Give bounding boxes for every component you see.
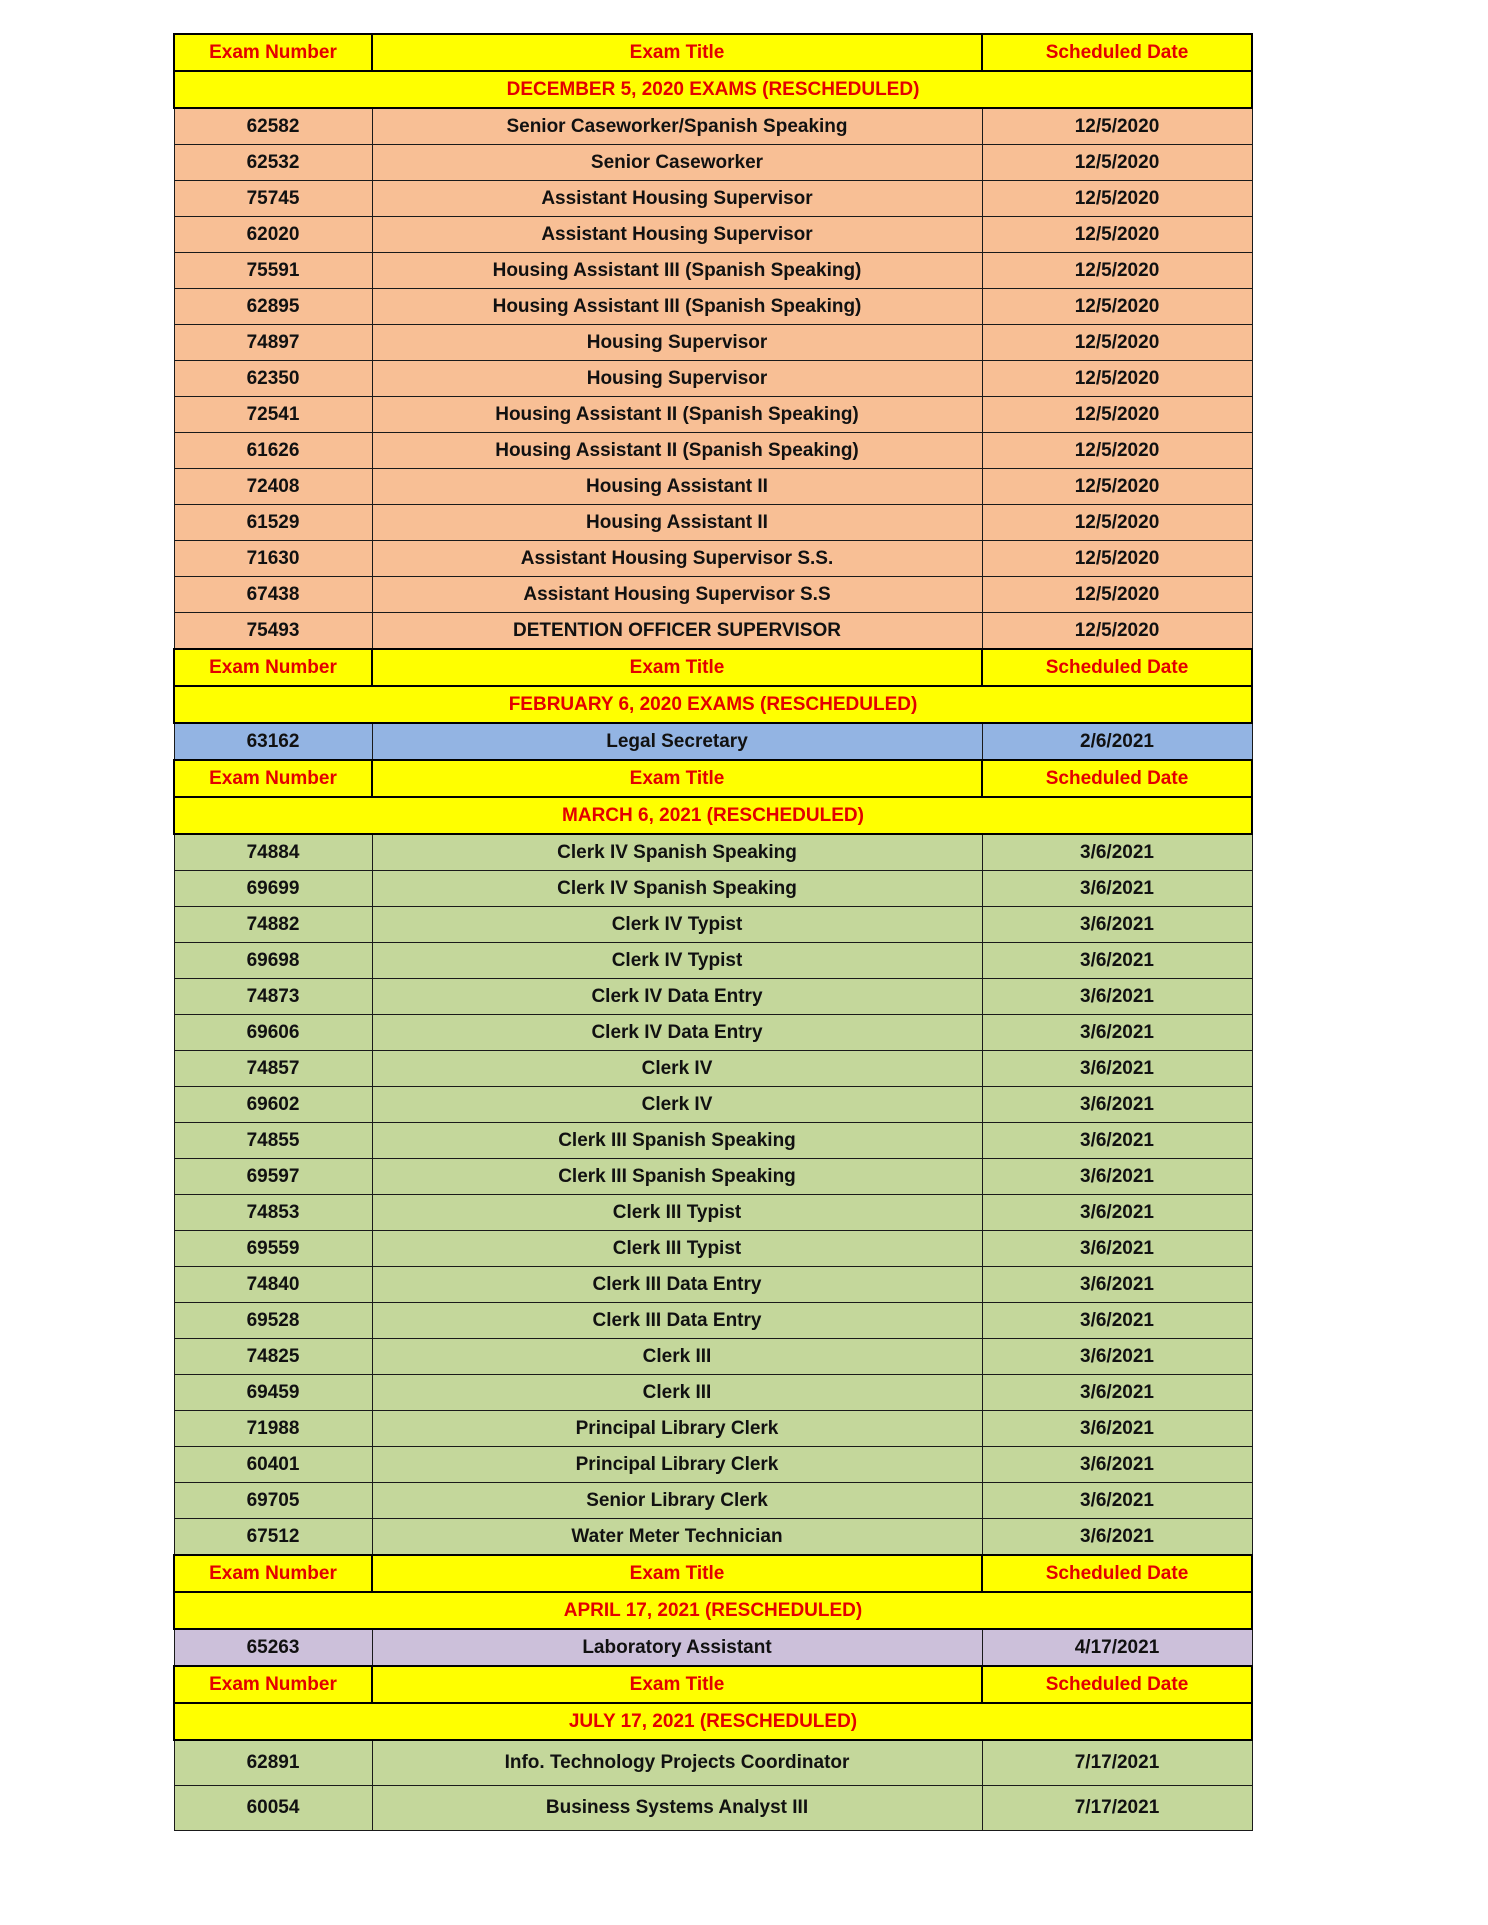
scheduled-date-cell: 4/17/2021 (982, 1629, 1252, 1666)
column-header-row (174, 1555, 1252, 1592)
scheduled-date-cell: 7/17/2021 (982, 1740, 1252, 1786)
scheduled-date-cell: 7/17/2021 (982, 1786, 1252, 1831)
exam-number-cell: 71630 (174, 541, 372, 577)
table-row (174, 1447, 1252, 1483)
table-row (174, 1123, 1252, 1159)
scheduled-date-header: Scheduled Date (982, 649, 1252, 686)
table-row (174, 577, 1252, 613)
scheduled-date-cell: 12/5/2020 (982, 505, 1252, 541)
scheduled-date-cell: 3/6/2021 (982, 1195, 1252, 1231)
scheduled-date-header: Scheduled Date (982, 1555, 1252, 1592)
exam-title-header: Exam Title (372, 760, 982, 797)
exam-title-cell: Housing Assistant II (Spanish Speaking) (372, 433, 982, 469)
scheduled-date-cell: 3/6/2021 (982, 1015, 1252, 1051)
exam-number-cell: 75591 (174, 253, 372, 289)
table-row (174, 1519, 1252, 1556)
exam-number-cell: 69597 (174, 1159, 372, 1195)
exam-title-cell: Assistant Housing Supervisor S.S. (372, 541, 982, 577)
exam-title-cell: Clerk IV Data Entry (372, 979, 982, 1015)
scheduled-date-cell: 3/6/2021 (982, 834, 1252, 871)
scheduled-date-cell: 3/6/2021 (982, 1447, 1252, 1483)
exam-number-cell: 60054 (174, 1786, 372, 1831)
scheduled-date-header: Scheduled Date (982, 760, 1252, 797)
scheduled-date-cell: 3/6/2021 (982, 1411, 1252, 1447)
exam-number-cell: 69602 (174, 1087, 372, 1123)
exam-title-cell: Housing Assistant II (372, 505, 982, 541)
table-row (174, 1375, 1252, 1411)
exam-number-cell: 69699 (174, 871, 372, 907)
exam-number-cell: 62895 (174, 289, 372, 325)
exam-schedule-table (173, 33, 1253, 1831)
exam-title-cell: Housing Assistant III (Spanish Speaking) (372, 253, 982, 289)
scheduled-date-cell: 3/6/2021 (982, 1267, 1252, 1303)
exam-number-cell: 63162 (174, 723, 372, 760)
exam-title-cell: Housing Assistant III (Spanish Speaking) (372, 289, 982, 325)
table-row (174, 907, 1252, 943)
exam-number-cell: 69705 (174, 1483, 372, 1519)
exam-title-cell: Housing Assistant II (Spanish Speaking) (372, 397, 982, 433)
scheduled-date-cell: 3/6/2021 (982, 1051, 1252, 1087)
scheduled-date-cell: 3/6/2021 (982, 1231, 1252, 1267)
scheduled-date-cell: 12/5/2020 (982, 181, 1252, 217)
exam-title-cell: Housing Assistant II (372, 469, 982, 505)
table-row (174, 1629, 1252, 1666)
scheduled-date-cell: 2/6/2021 (982, 723, 1252, 760)
section-heading-row (174, 797, 1252, 834)
exam-number-cell: 74884 (174, 834, 372, 871)
exam-number-header: Exam Number (174, 649, 372, 686)
exam-number-cell: 69698 (174, 943, 372, 979)
exam-title-cell: DETENTION OFFICER SUPERVISOR (372, 613, 982, 650)
scheduled-date-cell: 3/6/2021 (982, 1483, 1252, 1519)
exam-number-cell: 67438 (174, 577, 372, 613)
table-row (174, 723, 1252, 760)
table-row (174, 145, 1252, 181)
exam-number-cell: 74873 (174, 979, 372, 1015)
exam-title-cell: Clerk III Data Entry (372, 1303, 982, 1339)
exam-title-cell: Principal Library Clerk (372, 1411, 982, 1447)
exam-number-header: Exam Number (174, 1666, 372, 1703)
table-row (174, 1411, 1252, 1447)
exam-number-cell: 71988 (174, 1411, 372, 1447)
section-heading-row (174, 71, 1252, 108)
scheduled-date-cell: 12/5/2020 (982, 361, 1252, 397)
exam-title-cell: Legal Secretary (372, 723, 982, 760)
exam-number-cell: 67512 (174, 1519, 372, 1556)
scheduled-date-cell: 12/5/2020 (982, 289, 1252, 325)
exam-number-cell: 62582 (174, 108, 372, 145)
section-heading: JULY 17, 2021 (RESCHEDULED) (174, 1703, 1252, 1740)
table-row (174, 1267, 1252, 1303)
table-row (174, 397, 1252, 433)
section-heading-row (174, 1592, 1252, 1629)
exam-title-header: Exam Title (372, 1555, 982, 1592)
table-row (174, 289, 1252, 325)
scheduled-date-cell: 3/6/2021 (982, 1087, 1252, 1123)
exam-number-cell: 61529 (174, 505, 372, 541)
table-row (174, 1159, 1252, 1195)
column-header-row (174, 760, 1252, 797)
exam-number-cell: 62891 (174, 1740, 372, 1786)
table-row (174, 325, 1252, 361)
table-row (174, 871, 1252, 907)
scheduled-date-cell: 12/5/2020 (982, 541, 1252, 577)
table-row (174, 613, 1252, 650)
scheduled-date-cell: 3/6/2021 (982, 1303, 1252, 1339)
table-row (174, 1051, 1252, 1087)
exam-title-cell: Housing Supervisor (372, 325, 982, 361)
table-row (174, 541, 1252, 577)
exam-number-cell: 60401 (174, 1447, 372, 1483)
exam-schedule-body (174, 34, 1252, 1831)
exam-title-cell: Clerk IV (372, 1087, 982, 1123)
scheduled-date-cell: 12/5/2020 (982, 325, 1252, 361)
exam-number-cell: 69559 (174, 1231, 372, 1267)
exam-title-cell: Business Systems Analyst III (372, 1786, 982, 1831)
scheduled-date-cell: 12/5/2020 (982, 577, 1252, 613)
section-heading-row (174, 686, 1252, 723)
exam-number-cell: 65263 (174, 1629, 372, 1666)
exam-number-cell: 62020 (174, 217, 372, 253)
scheduled-date-cell: 3/6/2021 (982, 943, 1252, 979)
exam-title-cell: Info. Technology Projects Coordinator (372, 1740, 982, 1786)
scheduled-date-cell: 12/5/2020 (982, 253, 1252, 289)
scheduled-date-cell: 3/6/2021 (982, 871, 1252, 907)
table-row (174, 1740, 1252, 1786)
section-heading: APRIL 17, 2021 (RESCHEDULED) (174, 1592, 1252, 1629)
exam-number-cell: 74855 (174, 1123, 372, 1159)
exam-number-cell: 61626 (174, 433, 372, 469)
exam-number-header: Exam Number (174, 1555, 372, 1592)
exam-title-cell: Assistant Housing Supervisor S.S (372, 577, 982, 613)
exam-title-cell: Clerk IV (372, 1051, 982, 1087)
scheduled-date-cell: 12/5/2020 (982, 108, 1252, 145)
exam-title-header: Exam Title (372, 649, 982, 686)
exam-number-cell: 75493 (174, 613, 372, 650)
exam-title-cell: Water Meter Technician (372, 1519, 982, 1556)
exam-title-cell: Clerk IV Typist (372, 943, 982, 979)
table-row (174, 1303, 1252, 1339)
section-heading-row (174, 1703, 1252, 1740)
exam-title-cell: Clerk IV Data Entry (372, 1015, 982, 1051)
scheduled-date-cell: 3/6/2021 (982, 907, 1252, 943)
table-row (174, 1015, 1252, 1051)
table-row (174, 217, 1252, 253)
exam-number-cell: 74853 (174, 1195, 372, 1231)
section-heading: DECEMBER 5, 2020 EXAMS (RESCHEDULED) (174, 71, 1252, 108)
scheduled-date-cell: 3/6/2021 (982, 1375, 1252, 1411)
section-heading: FEBRUARY 6, 2020 EXAMS (RESCHEDULED) (174, 686, 1252, 723)
table-row (174, 1786, 1252, 1831)
exam-number-cell: 74897 (174, 325, 372, 361)
exam-title-cell: Assistant Housing Supervisor (372, 181, 982, 217)
exam-title-cell: Clerk IV Typist (372, 907, 982, 943)
exam-number-cell: 72408 (174, 469, 372, 505)
exam-title-cell: Clerk III Data Entry (372, 1267, 982, 1303)
table-row (174, 1087, 1252, 1123)
exam-number-cell: 62350 (174, 361, 372, 397)
table-row (174, 433, 1252, 469)
exam-title-cell: Clerk IV Spanish Speaking (372, 834, 982, 871)
scheduled-date-cell: 12/5/2020 (982, 469, 1252, 505)
exam-number-cell: 75745 (174, 181, 372, 217)
table-row (174, 834, 1252, 871)
scheduled-date-header: Scheduled Date (982, 1666, 1252, 1703)
scheduled-date-cell: 12/5/2020 (982, 433, 1252, 469)
exam-title-cell: Senior Library Clerk (372, 1483, 982, 1519)
table-row (174, 979, 1252, 1015)
exam-number-cell: 74857 (174, 1051, 372, 1087)
table-row (174, 108, 1252, 145)
table-row (174, 361, 1252, 397)
exam-number-cell: 74825 (174, 1339, 372, 1375)
exam-title-cell: Clerk III (372, 1375, 982, 1411)
section-heading: MARCH 6, 2021 (RESCHEDULED) (174, 797, 1252, 834)
exam-title-cell: Clerk III Typist (372, 1231, 982, 1267)
table-row (174, 181, 1252, 217)
exam-number-cell: 72541 (174, 397, 372, 433)
scheduled-date-header: Scheduled Date (982, 34, 1252, 71)
exam-number-cell: 69528 (174, 1303, 372, 1339)
table-row (174, 943, 1252, 979)
column-header-row (174, 34, 1252, 71)
column-header-row (174, 649, 1252, 686)
exam-number-cell: 69606 (174, 1015, 372, 1051)
scheduled-date-cell: 3/6/2021 (982, 1123, 1252, 1159)
exam-number-cell: 74882 (174, 907, 372, 943)
scheduled-date-cell: 3/6/2021 (982, 979, 1252, 1015)
scheduled-date-cell: 12/5/2020 (982, 217, 1252, 253)
exam-title-cell: Senior Caseworker/Spanish Speaking (372, 108, 982, 145)
exam-number-cell: 74840 (174, 1267, 372, 1303)
scheduled-date-cell: 3/6/2021 (982, 1519, 1252, 1556)
exam-title-cell: Clerk III (372, 1339, 982, 1375)
exam-title-cell: Clerk III Spanish Speaking (372, 1159, 982, 1195)
scheduled-date-cell: 12/5/2020 (982, 613, 1252, 650)
exam-title-cell: Assistant Housing Supervisor (372, 217, 982, 253)
exam-title-cell: Principal Library Clerk (372, 1447, 982, 1483)
exam-title-cell: Housing Supervisor (372, 361, 982, 397)
exam-title-cell: Senior Caseworker (372, 145, 982, 181)
table-row (174, 1339, 1252, 1375)
exam-number-cell: 69459 (174, 1375, 372, 1411)
table-row (174, 1231, 1252, 1267)
exam-title-cell: Laboratory Assistant (372, 1629, 982, 1666)
scheduled-date-cell: 12/5/2020 (982, 397, 1252, 433)
exam-title-header: Exam Title (372, 34, 982, 71)
exam-title-cell: Clerk IV Spanish Speaking (372, 871, 982, 907)
scheduled-date-cell: 3/6/2021 (982, 1159, 1252, 1195)
exam-title-cell: Clerk III Typist (372, 1195, 982, 1231)
column-header-row (174, 1666, 1252, 1703)
exam-title-cell: Clerk III Spanish Speaking (372, 1123, 982, 1159)
table-row (174, 1483, 1252, 1519)
scheduled-date-cell: 12/5/2020 (982, 145, 1252, 181)
exam-number-cell: 62532 (174, 145, 372, 181)
exam-number-header: Exam Number (174, 760, 372, 797)
table-row (174, 1195, 1252, 1231)
table-row (174, 253, 1252, 289)
exam-number-header: Exam Number (174, 34, 372, 71)
scheduled-date-cell: 3/6/2021 (982, 1339, 1252, 1375)
exam-title-header: Exam Title (372, 1666, 982, 1703)
table-row (174, 505, 1252, 541)
table-row (174, 469, 1252, 505)
